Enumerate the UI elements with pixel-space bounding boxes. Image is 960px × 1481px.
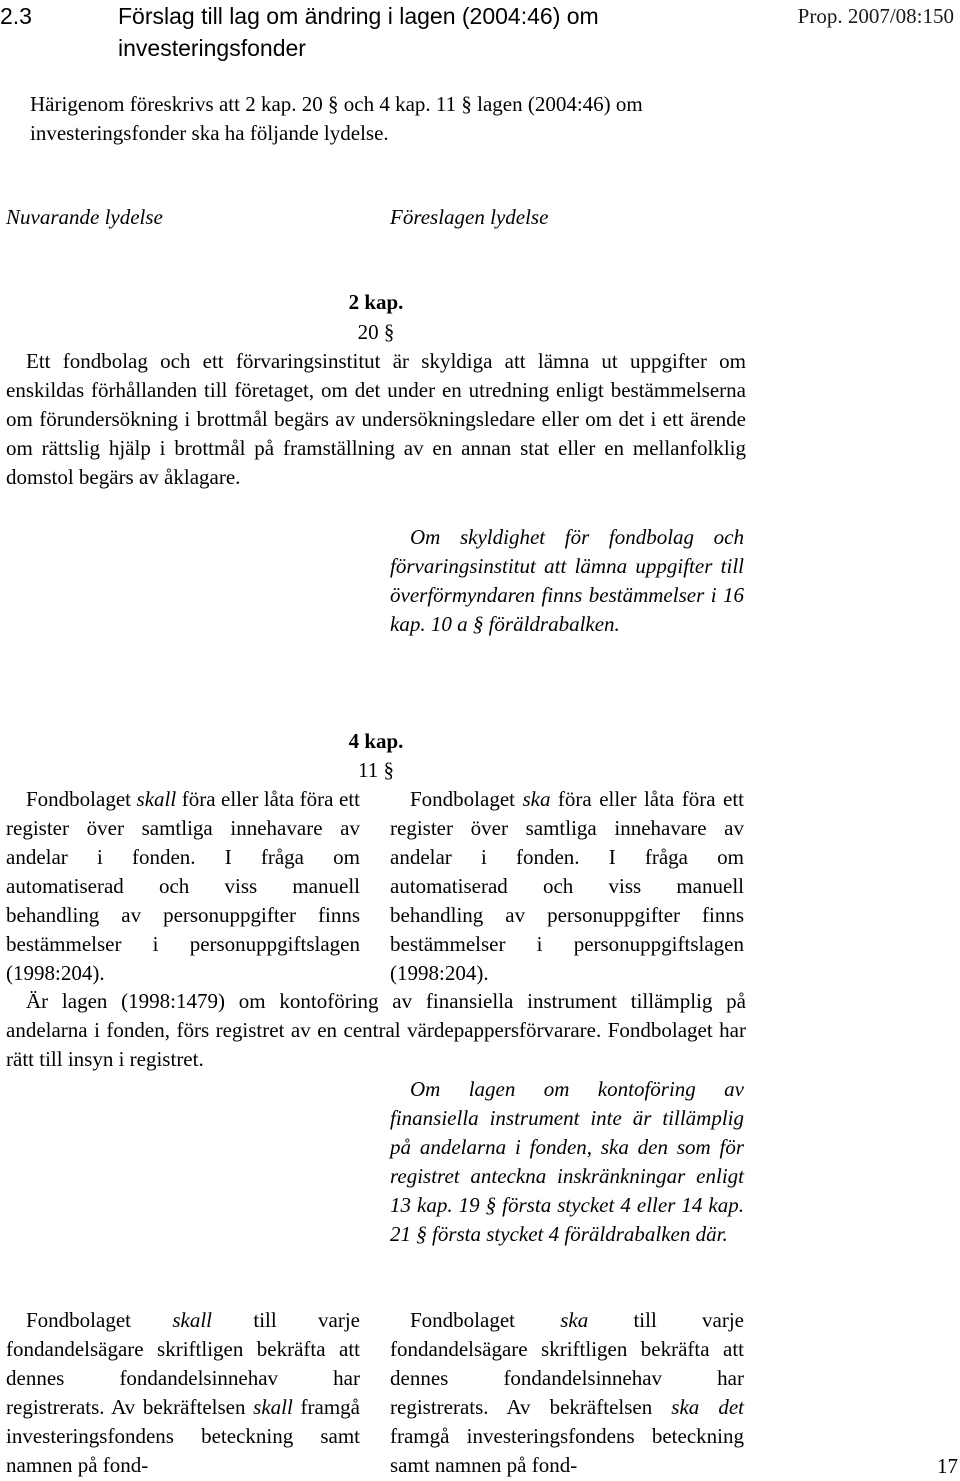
chapter-2-paragraph: Ett fondbolag och ett förvaringsinstitut är skyldiga att lämna ut uppgifter om enskildas förhållanden till företaget, om det under en utredning enligt bestämmelserna om förundersökning i brottmål begärs av undersökningsledare eller om det i ett ärende om rättslig hjälp i brottmål på framställning av en annan stat eller en mellanfolklig domstol begärs av åklagare. bbox=[6, 349, 746, 489]
section-title: Förslag till lag om ändring i lagen (2004:46) om investeringsfonder bbox=[118, 3, 599, 61]
proposition-reference: Prop. 2007/08:150 bbox=[797, 4, 954, 28]
chapter-4-section: 11 § bbox=[358, 758, 394, 782]
chapter-2-proposed-addition: Om skyldighet för fondbolag och förvaringsinstitut att lämna uppgifter till överförmyndaren finns bestämmelser i 16 kap. 10 a § föräldrabalken. bbox=[390, 525, 744, 636]
chapter-4-current-paragraph-1: Fondbolaget skall föra eller låta föra ett register över samtliga innehavare av andelar i fonden. I fråga om automatiserad och viss manuell behandling av personuppgifter finns bestämmelser i personuppgiftslagen (1998:204). bbox=[6, 787, 360, 985]
intro-paragraph: Härigenom föreskrivs att 2 kap. 20 § och 4 kap. 11 § lagen (2004:46) om investeringsfonder ska ha följande lydelse. bbox=[30, 92, 643, 145]
page-number: 17 bbox=[937, 1454, 958, 1478]
chapter-2-heading: 2 kap. bbox=[348, 290, 404, 314]
chapter-4-current-paragraph-3: Fondbolaget skall till varje fondandelsägare skriftligen bekräfta att dennes fondandelsinnehav har registrerats. Av bekräftelsen skall framgå investeringsfondens beteckning samt namnen på fond- bbox=[6, 1308, 360, 1477]
column-heading-proposed: Föreslagen lydelse bbox=[390, 205, 549, 229]
column-heading-current: Nuvarande lydelse bbox=[6, 205, 163, 229]
chapter-4-proposed-paragraph-3: Fondbolaget ska till varje fondandelsägare skriftligen bekräfta att dennes fondandelsinnehav har registrerats. Av bekräftelsen ska det framgå investeringsfondens beteckning samt namnen på fond- bbox=[390, 1308, 744, 1477]
section-number: 2.3 bbox=[0, 3, 32, 29]
chapter-4-proposed-addition: Om lagen om kontoföring av finansiella instrument inte är tillämplig på andelarna i fonden, ska den som för registret anteckna inskränkningar enligt 13 kap. 19 § första stycket 4 eller 14 kap. 21 § första stycket 4 föräldrabalken där. bbox=[390, 1077, 744, 1246]
chapter-4-proposed-paragraph-1: Fondbolaget ska föra eller låta föra ett register över samtliga innehavare av andelar i fonden. I fråga om automatiserad och viss manuell behandling av personuppgifter finns bestämmelser i personuppgiftslagen (1998:204). bbox=[390, 787, 745, 985]
chapter-2-section: 20 § bbox=[357, 320, 395, 344]
chapter-4-heading: 4 kap. bbox=[348, 729, 404, 753]
chapter-4-common-paragraph: Är lagen (1998:1479) om kontoföring av finansiella instrument tillämplig på andelarna i fonden, förs registret av en central värdepappersförvarare. Fondbolaget har rätt till insyn i registret. bbox=[6, 989, 746, 1071]
